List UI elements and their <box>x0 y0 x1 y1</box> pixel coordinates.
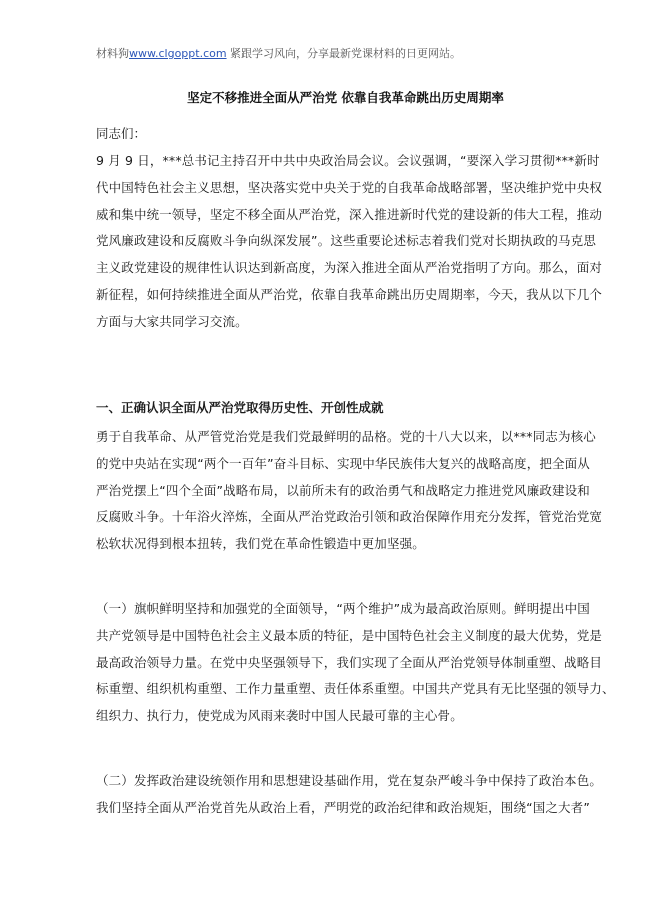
site-prefix: 材料狗 <box>96 47 129 60</box>
paragraph-line: 勇于自我革命、从严管党治党是我们党最鲜明的品格。党的十八大以来，以***同志为核心 <box>96 429 596 444</box>
paragraph-line: 方面与大家共同学习交流。 <box>96 313 248 329</box>
paragraph-line: 共产党领导是中国特色社会主义最本质的特征，是中国特色社会主义制度的最大优势，党是 <box>96 627 603 643</box>
section1-paragraph <box>96 424 603 558</box>
document-title: 坚定不移推进全面从严治党 依靠自我革命跳出历史周期率 <box>187 90 504 105</box>
section-heading: 一、正确认识全面从严治党取得历史性、开创性成就 <box>96 400 384 415</box>
paragraph-line: 标重塑、组织机构重塑、工作力量重塑、责任体系重塑。中国共产党具有无比坚强的领导力、 <box>96 681 615 697</box>
intro-paragraph <box>96 148 603 336</box>
paragraph-line: （二）发挥政治建设统领作用和思想建设基础作用，党在复杂严峻斗争中保持了政治本色。 <box>96 773 603 788</box>
paragraph-line: （一）旗帜鲜明坚持和加强党的全面领导，“两个维护”成为最高政治原则。鲜明提出中国 <box>96 601 590 616</box>
site-header <box>96 45 461 61</box>
paragraph-line: 最高政治领导力量。在党中央坚强领导下，我们实现了全面从严治党领导体制重塑、战略目 <box>96 654 603 670</box>
paragraph-line: 主义政党建设的规律性认识达到新高度，为深入推进全面从严治党指明了方向。那么，面对 <box>96 260 603 276</box>
paragraph-line: 严治党摆上“四个全面”战略布局，以前所未有的政治勇气和战略定力推进党风廉政建设和 <box>96 482 590 498</box>
paragraph-line: 9 月 9 日，***总书记主持召开中共中央政治局会议。会议强调，“要深入学习贯彻***新时 <box>96 153 600 168</box>
site-link[interactable]: www.clgoppt.com <box>129 47 227 60</box>
paragraph-line: 的党中央站在实现“两个一百年”奋斗目标、实现中华民族伟大复兴的战略高度，把全面从 <box>96 455 590 471</box>
point1-paragraph <box>96 596 615 730</box>
paragraph-line: 威和集中统一领导，坚定不移全面从严治党，深入推进新时代党的建设新的伟大工程，推动 <box>96 206 603 222</box>
site-slogan: 紧跟学习风向，分享最新党课材料的日更网站。 <box>226 47 462 60</box>
paragraph-line: 松软状况得到根本扭转，我们党在革命性锻造中更加坚强。 <box>96 536 425 552</box>
paragraph-line: 新征程，如何持续推进全面从严治党，依靠自我革命跳出历史周期率，今天，我从以下几个 <box>96 286 603 302</box>
point2-paragraph <box>96 768 603 822</box>
paragraph-line: 代中国特色社会主义思想，坚决落实党中央关于党的自我革命战略部署，坚决维护党中央权 <box>96 179 603 195</box>
paragraph-line: 反腐败斗争。十年浴火淬炼，全面从严治党政治引领和政治保障作用充分发挥，管党治党宽 <box>96 509 603 525</box>
paragraph-line: 我们坚持全面从严治党首先从政治上看，严明党的政治纪律和政治规矩，围绕“国之大者” <box>96 799 590 815</box>
salutation: 同志们： <box>96 126 147 141</box>
paragraph-line: 组织力、执行力，使党成为风雨来袭时中国人民最可靠的主心骨。 <box>96 708 463 724</box>
paragraph-line: 党风廉政建设和反腐败斗争向纵深发展”。这些重要论述标志着我们党对长期执政的马克思 <box>96 233 596 249</box>
